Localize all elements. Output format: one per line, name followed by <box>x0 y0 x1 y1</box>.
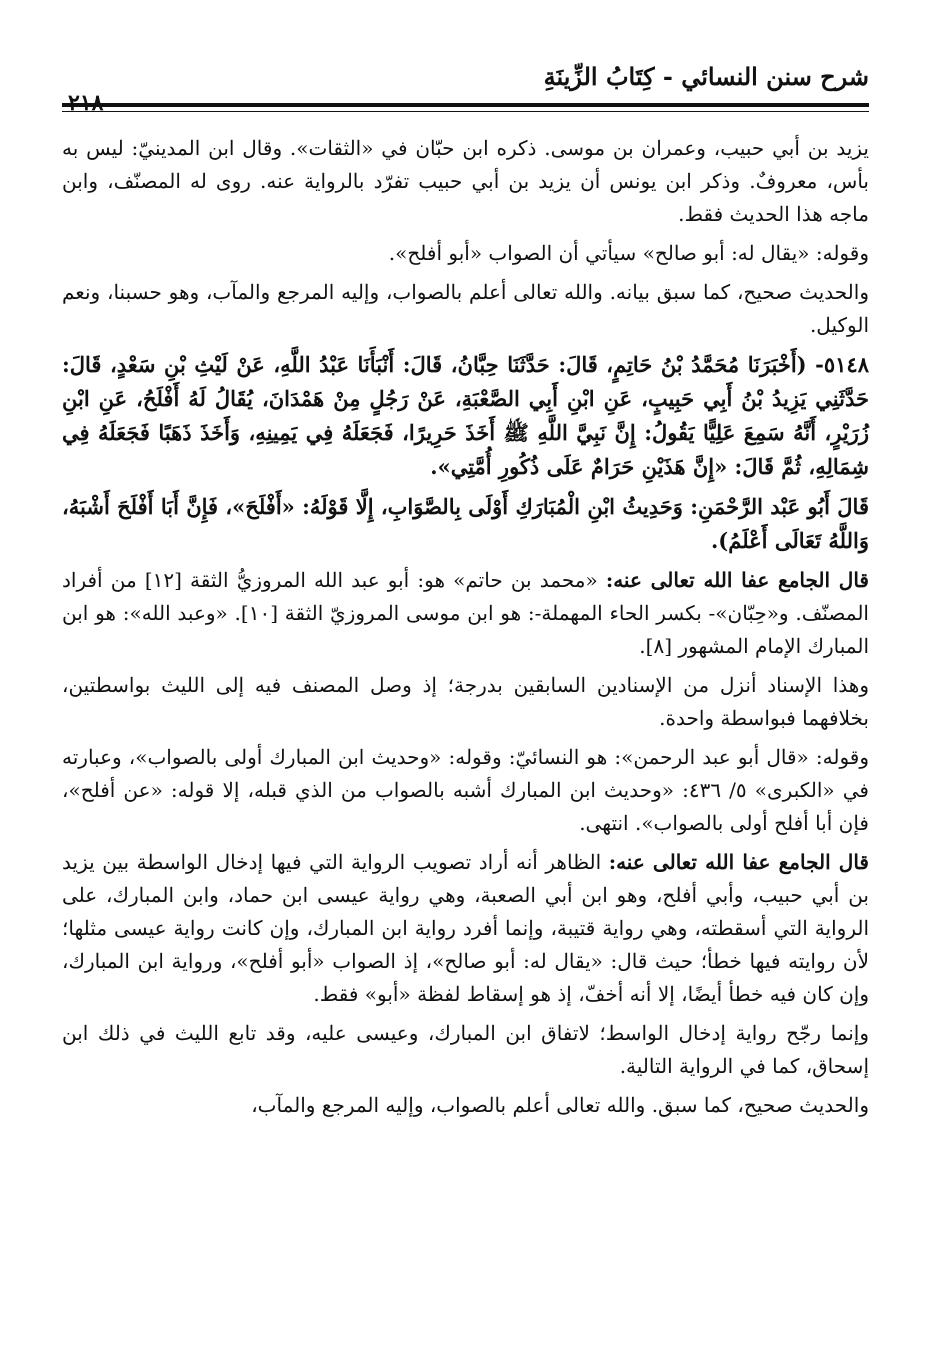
running-title: شرح سنن النسائي - كِتَابُ الزِّينَةِ <box>543 62 869 91</box>
commentary-paragraph: قال الجامع عفا الله تعالى عنه: «محمد بن حاتم» هو: أبو عبد الله المروزيُّ الثقة [١٢] من أفراد المصنّف. و«حِبّان»- بكسر الحاء المهملة-: هو ابن موسى المروزيّ الثقة [١٠]. «وعبد الله»: هو ابن المبارك الإمام المشهور [٨]. <box>62 568 869 658</box>
paragraph: وقوله: «قال أبو عبد الرحمن»: هو النسائيّ: وقوله: «وحديث ابن المبارك أولى بالصواب»، وعبارته في «الكبرى» ٥/ ٤٣٦: «وحديث ابن المبارك أشبه بالصواب من الذي قبله، إلا قوله: «عن أفلح»، فإن أبا أفلح أولى بالصواب». انتهى. <box>62 745 869 835</box>
hadith-text: ٥١٤٨- (أَخْبَرَنَا مُحَمَّدُ بْنُ حَاتِمٍ، قَالَ: حَدَّثَنَا حِبَّانُ، قَالَ: أَنْبَأَنَا عَبْدُ اللَّهِ، عَنْ لَيْثِ بْنِ سَعْدٍ، قَالَ: حَدَّثَنِي يَزِيدُ بْنُ أَبِي حَبِيبٍ، عَنِ ابْنِ أَبِي الصَّعْبَةِ، عَنْ رَجُلٍ مِنْ هَمْدَانَ، يُقَالُ لَهُ أَفْلَحُ، عَنِ ابْنِ زُرَيْرٍ، أَنَّهُ سَمِعَ عَلِيًّا يَقُولُ: إِنَّ نَبِيَّ اللَّهِ ﷺ أَخَذَ حَرِيرًا، فَجَعَلَهُ فِي يَمِينِهِ، وَأَخَذَ ذَهَبًا فَجَعَلَهُ فِي شِمَالِهِ، ثُمَّ قَالَ: «إِنَّ هَذَيْنِ حَرَامٌ عَلَى ذُكُورِ أُمَّتِي». <box>62 352 870 479</box>
paragraph: وإنما رجّح رواية إدخال الواسط؛ لاتفاق ابن المبارك، وعيسى عليه، وقد تابع الليث في ذلك ابن إسحاق، كما في الرواية التالية. <box>62 1021 869 1078</box>
paragraph: والحديث صحيح، كما سبق بيانه. والله تعالى أعلم بالصواب، وإليه المرجع والمآب، وهو حسبنا، ونعم الوكيل. <box>62 280 869 337</box>
paragraph: وقوله: «يقال له: أبو صالح» سيأتي أن الصواب «أبو أفلح». <box>388 241 869 265</box>
hadith-note: قَالَ أَبُو عَبْد الرَّحْمَنِ: وَحَدِيثُ ابْنِ الْمُبَارَكِ أَوْلَى بِالصَّوَابِ، إِلَّا قَوْلَهُ: «أَفْلَحَ»، فَإِنَّ أَبَا أَفْلَحَ أَشْبَهُ، وَاللَّهُ تَعَالَى أَعْلَمُ). <box>62 494 869 553</box>
paragraph: يزيد بن أبي حبيب، وعمران بن موسى. ذكره ابن حبّان في «الثقات». وقال ابن المدينيّ: ليس به بأس، معروفٌ. وذكر ابن يونس أن يزيد بن أبي حبيب تفرّد بالرواية عنه. روى له المصنّف، وابن ماجه هذا الحديث فقط. <box>62 136 869 226</box>
page-body <box>62 132 869 1128</box>
commentary-paragraph: قال الجامع عفا الله تعالى عنه: الظاهر أنه أراد تصويب الرواية التي فيها إدخال الواسطة بين يزيد بن أبي حبيب، وأبي أفلح، وهو ابن أبي الصعبة، وهي رواية عيسى ابن حماد، وابن المبارك، على الرواية التي أسقطته، وهي رواية قتيبة، وإنما أفرد رواية ابن المبارك، وإن كانت رواية عيسى مثلها؛ لأن روايته فيها خطأ؛ حيث قال: «يقال له: أبو صالح»، إذ الصواب «أبو أفلح»، ورواية ابن المبارك، وإن كان فيه خطأ أيضًا، إلا أنه أخفّ، إذ هو إسقاط لفظة «أبو» فقط. <box>62 850 870 1006</box>
header-rule-thin <box>62 111 869 112</box>
page-header <box>62 60 869 100</box>
commentator-label: قال الجامع عفا الله تعالى عنه: <box>608 850 869 874</box>
paragraph: والحديث صحيح، كما سبق. والله تعالى أعلم بالصواب، وإليه المرجع والمآب، <box>251 1093 869 1117</box>
header-rule-thick <box>62 103 869 107</box>
commentator-label: قال الجامع عفا الله تعالى عنه: <box>605 568 869 592</box>
paragraph: وهذا الإسناد أنزل من الإسنادين السابقين بدرجة؛ إذ وصل المصنف فيه إلى الليث بواسطتين، بخلافهما فبواسطة واحدة. <box>62 673 869 730</box>
